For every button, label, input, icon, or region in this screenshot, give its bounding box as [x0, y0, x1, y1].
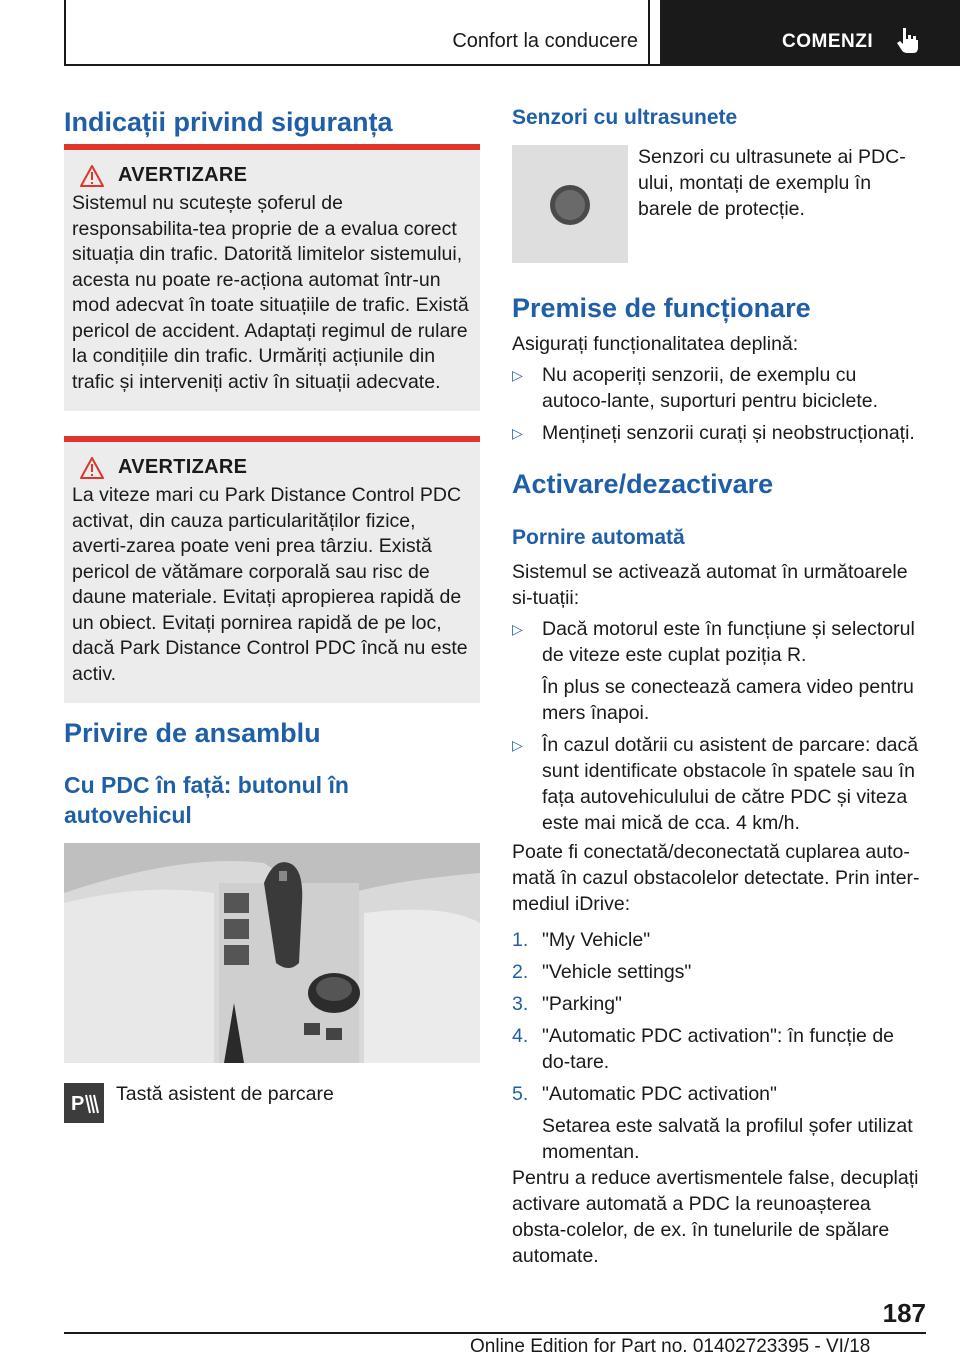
triangle-bullet-icon: ▷ — [512, 425, 523, 441]
list-item: ▷ Dacă motorul este în funcțiune și selectorul de viteze este cuplat poziția R. În plus se conectează camera video pentru mers înapoi. — [512, 618, 915, 724]
idrive-steps — [512, 927, 926, 1171]
header-rule — [64, 64, 660, 66]
idrive-intro: Poate fi conectată/deconectată cuplarea auto-mată în cazul obstacolelor detectate. Prin inter-mediul iDrive: — [512, 841, 920, 915]
warning-text: La viteze mari cu Park Distance Control PDC activat, din cauza particularităților fizice, averti-zarea poate veni prea târziu. Există pericol de vătămare corporală sau risc de daune materiale. Evitați apropierea rapidă de un obiect. Evitați pornirea rapidă de pe loc, dacă Park Distance Control PDC încă nu este activ. — [72, 484, 468, 685]
ultrasonic-sensor-image — [512, 145, 628, 263]
warning-title: AVERTIZARE — [118, 456, 248, 478]
prerequisites-intro: Asigurați funcționalitatea deplină: — [512, 333, 799, 355]
front-pdc-heading: Cu PDC în față: butonul în autovehicul — [64, 772, 349, 828]
auto-start-list — [512, 616, 926, 836]
footer-edition: Online Edition for Part no. 01402723395 - VI/18 — [470, 1336, 871, 1357]
parking-assist-icon — [64, 1083, 104, 1123]
warning-box-1 — [64, 144, 480, 411]
page-number: 187 — [882, 1298, 926, 1328]
triangle-bullet-icon: ▷ — [512, 621, 523, 637]
warning-text: Sistemul nu scutește șoferul de responsabilita-tea proprie de a evalua corect situația din trafic. Datorită limitelor sistemului, acesta nu poate re-acționa automat într-un mod adecvat în toate situațiile de trafic. Există pericol de accident. Adaptați regimul de rulare la condițiile din trafic. Urmăriți acțiunile din trafic și interveniți activ în situații adecvate. — [72, 192, 469, 393]
parking-button-caption: Tastă asistent de parcare — [116, 1083, 334, 1105]
header-divider-right — [648, 0, 650, 66]
step-item: 3. "Parking" — [512, 993, 622, 1015]
warning-box-2 — [64, 436, 480, 703]
center-console-photo — [64, 843, 480, 1063]
header-chapter-label: COMENZI — [782, 31, 874, 52]
sensors-text: Senzori cu ultrasunete ai PDC-ului, montați de exemplu în barele de protecție. — [638, 146, 906, 220]
list-item: ▷ Mențineți senzorii curați și neobstrucționați. — [512, 422, 915, 444]
step-item: 2. "Vehicle settings" — [512, 961, 692, 983]
safety-heading: Indicații privind siguranța — [64, 107, 393, 137]
triangle-bullet-icon: ▷ — [512, 367, 523, 383]
hand-pointer-icon — [892, 24, 924, 56]
svg-text:P: P — [71, 1093, 85, 1115]
prerequisites-heading: Premise de funcționare — [512, 293, 811, 323]
closing-text: Pentru a reduce avertismentele false, decuplați activare automată a PDC la reunoașterea obsta-colelor, de ex. în tunelurile de spălare automate. — [512, 1167, 919, 1267]
step-item: 5. "Automatic PDC activation" Setarea este salvată la profilul șofer utilizat momentan. — [512, 1083, 913, 1163]
list-item: ▷ În cazul dotării cu asistent de parcare: dacă sunt identificate obstacole în spatele sau în fața autovehiculului de către PDC și viteza este mai mică de cca. 4 km/h. — [512, 734, 919, 834]
overview-heading: Privire de ansamblu — [64, 718, 321, 748]
step-item: 4. "Automatic PDC activation": în funcție de do-tare. — [512, 1025, 895, 1073]
warning-title: AVERTIZARE — [118, 164, 248, 186]
auto-start-intro: Sistemul se activează automat în următoarele si-tuații: — [512, 561, 908, 609]
header-section-title: Confort la conducere — [452, 30, 638, 52]
header-divider-left — [64, 0, 66, 66]
list-item: ▷ Nu acoperiți senzorii, de exemplu cu autoco-lante, suporturi pentru biciclete. — [512, 364, 879, 412]
activation-heading: Activare/dezactivare — [512, 469, 774, 499]
auto-start-heading: Pornire automată — [512, 526, 685, 549]
triangle-bullet-icon: ▷ — [512, 737, 523, 753]
prerequisites-list — [512, 362, 926, 446]
header-chapter-tab — [660, 0, 960, 66]
step-item: 1. "My Vehicle" — [512, 929, 651, 951]
warning-triangle-icon — [80, 457, 104, 479]
sensors-heading: Senzori cu ultrasunete — [512, 106, 738, 129]
footer-rule — [64, 1332, 926, 1334]
page-header — [0, 0, 960, 66]
warning-triangle-icon — [80, 165, 104, 187]
